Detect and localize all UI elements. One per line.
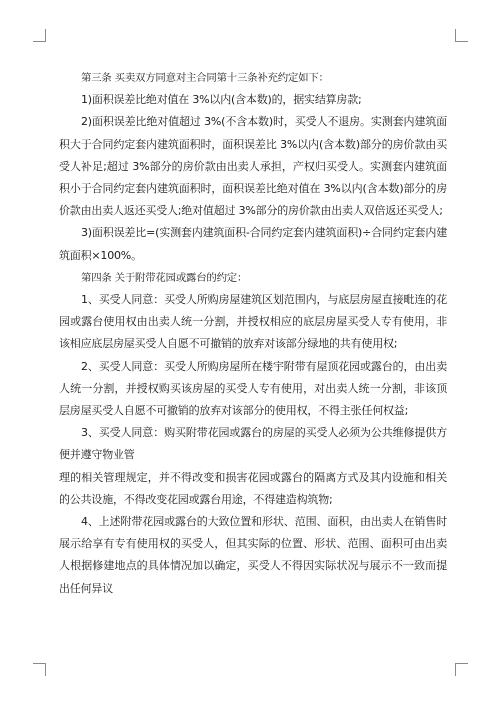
article-3-heading: 第三条 买卖双方同意对主合同第十三条补充约定如下：: [81, 72, 329, 84]
document-body: [59, 67, 447, 600]
article-3-item-2: 2)面积误差比绝对值超过 3%(不含本数)时，买受人不退房。实测套内建筑面积大于合同约定套内建筑面积时，面积误差比 3%以内(含本数)部分的房价款由买受人补足;超过 3%部分的房价款由出卖人承担，产权归买受人。实测套内建筑面积小于合同约定套内建筑面积时，面积误差比绝对值在 3%以内(含本数)部分的房价款由出卖人返还买受人;绝对值超过 3%部分的房价款由出卖人双倍返还买受人;: [59, 115, 447, 218]
crop-mark-bottom-left: [33, 663, 46, 676]
article-3-item-3: 3)面积误差比=(实测套内建筑面积-合同约定套内建筑面积)÷合同约定套内建筑面积×100%。: [59, 226, 447, 262]
article-4-item-3-continued: 理的相关管理规定，并不得改变和损害花园或露台的隔离方式及其内设施和相关的公共设施，不得改变花园或露台用途，不得建造构筑物;: [59, 470, 447, 506]
article-4-item-1: 1、买受人同意：买受人所购房屋建筑区划范围内，与底层房屋直接毗连的花园或露台使用权由出卖人统一分割，并授权相应的底层房屋买受人专有使用，非该相应底层房屋买受人自愿不可撤销的放弃对该部分绿地的共有使用权;: [59, 293, 447, 351]
crop-mark-top-right: [455, 29, 468, 42]
article-4-item-2: 2、买受人同意：买受人所购房屋所在楼宇附带有屋顶花园或露台的，由出卖人统一分割，并授权购买该房屋的买受人专有使用，对出卖人统一分割，非该顶层房屋买受人自愿不可撤销的放弃对该部分的使用权，不得主张任何权益;: [59, 359, 447, 418]
article-3-item-1: 1)面积误差比绝对值在 3%以内(含本数)的，据实结算房款;: [81, 93, 362, 107]
crop-mark-top-left: [33, 29, 46, 42]
article-4-item-4: 4、上述附带花园或露台的大致位置和形状、范围、面积，由出卖人在销售时展示给享有专有使用权的买受人，但其实际的位置、形状、范围、面积可由出卖人根据修建地点的具体情况加以确定，买受人不得因实际状况与展示不一致而提出任何异议: [59, 515, 447, 595]
article-4-heading: 第四条 关于附带花园或露台的约定：: [81, 271, 248, 284]
article-4-item-3: 3、买受人同意：购买附带花园或露台的房屋的买受人必须为公共维修提供方便并遵守物业管: [59, 426, 447, 462]
crop-mark-bottom-right: [455, 663, 468, 676]
